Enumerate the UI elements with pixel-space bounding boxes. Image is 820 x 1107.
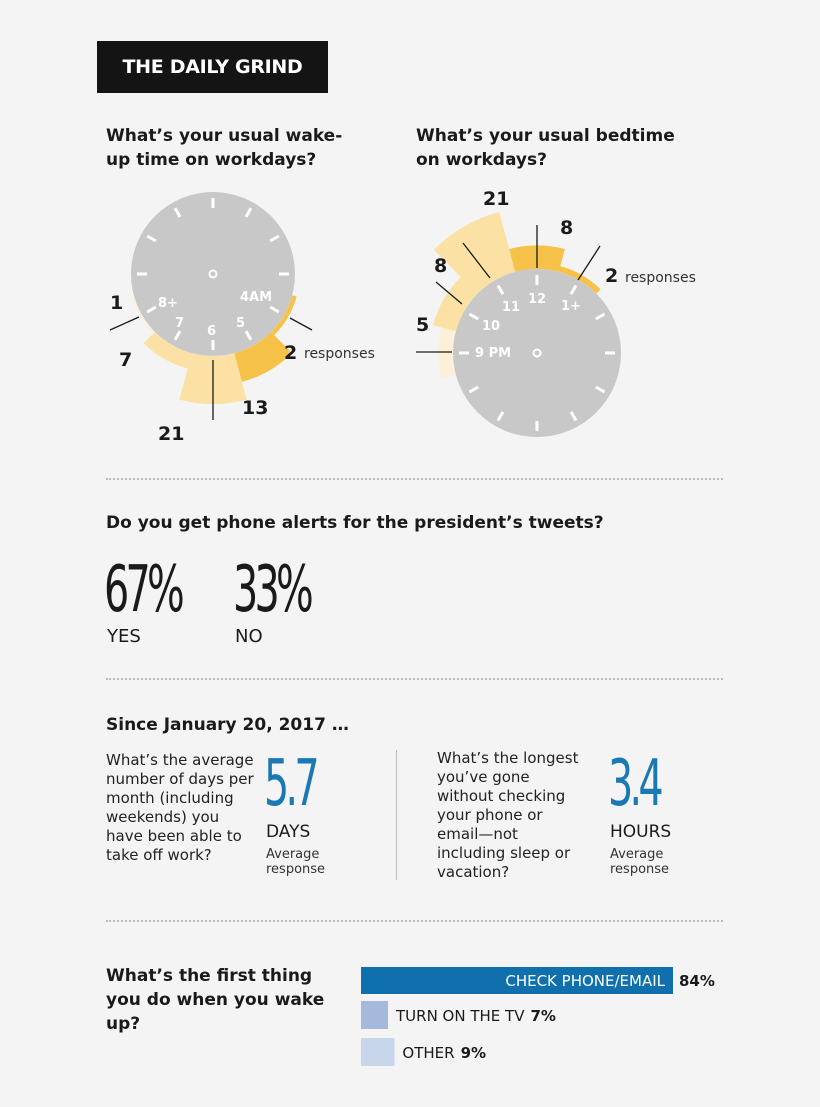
since-heading: Since January 20, 2017 … — [106, 715, 349, 735]
wake-label-6: 6 — [207, 324, 217, 339]
alerts-no-pct: 33% — [233, 553, 311, 627]
bed-leader-1plus — [578, 246, 600, 280]
wake-value-4am: 2 — [284, 342, 298, 364]
since-right-value: 3.4 — [608, 747, 660, 821]
since-left-value: 5.7 — [264, 747, 316, 821]
header-title: THE DAILY GRIND — [97, 41, 328, 93]
wake-value-7: 7 — [119, 349, 133, 371]
first-bar-label-1: TURN ON THE TV — [396, 1007, 525, 1025]
wake-value-5: 13 — [242, 397, 269, 419]
first-bar-value-2: 9% — [460, 1044, 487, 1062]
bed-label-1plus: 1+ — [561, 299, 581, 314]
since-right-question: What’s the longest you’ve gone without checking your phone or email—not including sleep or vacation? — [437, 749, 579, 881]
alerts-no-label: NO — [235, 626, 263, 647]
first-bar-chart — [0, 950, 820, 1080]
since-left-question: What’s the average number of days per month (including weekends) you have been able to take off work? — [106, 751, 254, 864]
first-question: What’s the first thing you do when you wake up? — [106, 966, 325, 1034]
bed-label-11: 11 — [502, 300, 521, 315]
wake-value-8plus: 1 — [110, 292, 124, 314]
bed-value-11: 21 — [483, 188, 510, 210]
bed-value-12: 8 — [560, 217, 574, 239]
bed-radial-chart — [0, 0, 820, 460]
wake-question: What’s your usual wake-up time on workdays? — [106, 126, 343, 170]
wake-label-5: 5 — [236, 316, 246, 331]
wake-value-6: 21 — [158, 423, 185, 445]
alerts-question: Do you get phone alerts for the president’s tweets? — [106, 513, 604, 533]
bed-label-12: 12 — [528, 292, 547, 307]
wake-label-4am: 4AM — [240, 290, 273, 305]
wake-label-7: 7 — [175, 316, 185, 331]
divider-1 — [106, 478, 723, 480]
since-left-unit: DAYS — [266, 822, 311, 842]
bed-label-10: 10 — [482, 319, 501, 334]
first-bar-label-0: CHECK PHONE/EMAIL — [505, 972, 665, 990]
since-right-caption: Average response — [610, 847, 670, 877]
bed-question: What’s your usual bedtime on workdays? — [416, 126, 675, 170]
since-right-unit: HOURS — [610, 822, 672, 842]
bed-value-9pm: 5 — [416, 314, 430, 336]
first-bar-label-2: OTHER — [402, 1044, 455, 1062]
bed-label-9pm: 9 PM — [475, 346, 512, 361]
first-bar-2 — [361, 1038, 394, 1066]
bed-responses-label: responses — [625, 270, 696, 286]
divider-3 — [106, 920, 723, 922]
wake-responses-label: responses — [304, 346, 375, 362]
bed-value-10: 8 — [434, 255, 448, 277]
wake-label-8plus: 8+ — [158, 296, 178, 311]
divider-2 — [106, 678, 723, 680]
since-divider — [396, 750, 397, 880]
bed-value-1plus: 2 — [605, 265, 619, 287]
first-bar-value-0: 84% — [679, 972, 715, 990]
since-left-caption: Average response — [266, 847, 326, 877]
first-bar-value-1: 7% — [530, 1007, 556, 1025]
alerts-yes-pct: 67% — [104, 553, 182, 627]
alerts-yes-label: YES — [107, 626, 141, 647]
first-bar-1 — [361, 1001, 388, 1029]
